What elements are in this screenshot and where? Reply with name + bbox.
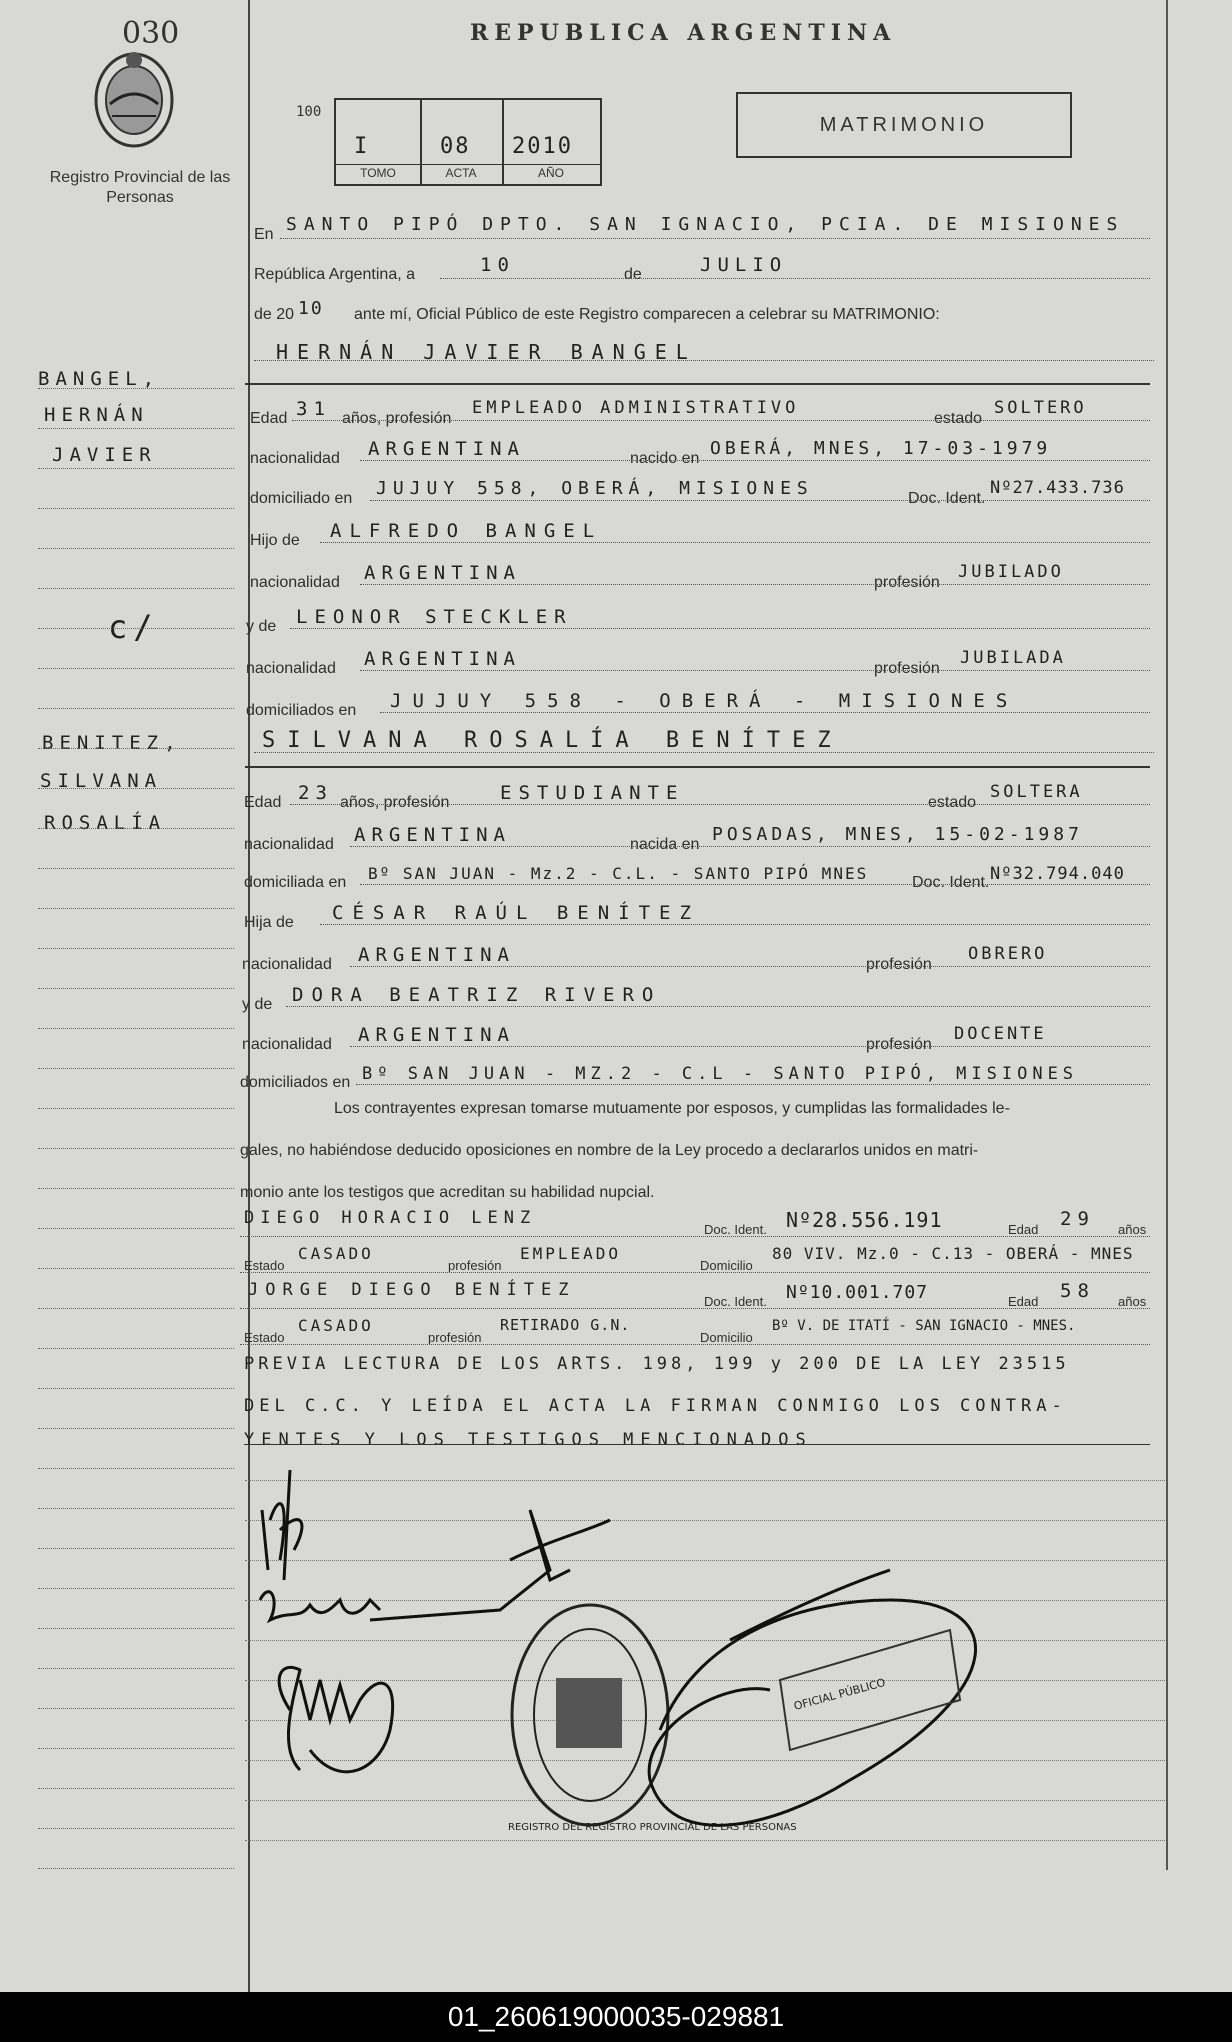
c1-doc: Nº27.433.736 — [990, 478, 1125, 498]
c1-nacimiento: OBERÁ, MNES, 17-03-1979 — [710, 438, 1052, 459]
observacion-line2: DEL C.C. Y LEÍDA EL ACTA LA FIRMAN CONMIGO LOS CONTRA- — [244, 1396, 1067, 1416]
margin-c1-line3: JAVIER — [52, 444, 157, 466]
margin-ruled-line — [38, 1708, 234, 1709]
c2-padres-domicilio: Bº SAN JUAN - MZ.2 - C.L - SANTO PIPÓ, MISIONES — [362, 1064, 1079, 1084]
margin-ruled-line — [38, 1668, 234, 1669]
c1-padre: ALFREDO BANGEL — [330, 520, 603, 542]
margin-ruled-line — [38, 1628, 234, 1629]
margin-ruled-line — [38, 1588, 234, 1589]
margin-ruled-line — [38, 1428, 234, 1429]
c2-estado-label: estado — [928, 794, 977, 811]
testigo2-prof-label: profesión — [428, 1330, 482, 1345]
c2-profesion-label: años, profesión — [340, 794, 450, 811]
c1-nacionalidad: ARGENTINA — [368, 438, 525, 460]
margin-c2-line1: BENITEZ, — [42, 732, 182, 754]
margin-ruled-line — [38, 1388, 234, 1389]
c1-edad: 31 — [296, 398, 331, 420]
registry-name: Registro Provincial de las Personas — [49, 169, 231, 206]
provincial-seal-icon — [86, 44, 182, 152]
margin-ruled-line — [38, 588, 234, 589]
c2-nombre: SILVANA ROSALÍA BENÍTEZ — [262, 728, 843, 753]
tomo-label: TOMO — [360, 166, 396, 180]
c2-nacimiento: POSADAS, MNES, 15-02-1987 — [712, 824, 1083, 845]
margin-ruled-line — [38, 1548, 234, 1549]
margin-ruled-line — [38, 388, 234, 389]
file-id-footer: 01_260619000035-029881 — [0, 1992, 1232, 2042]
c2-padre-prof-label: profesión — [866, 956, 932, 973]
margin-ruled-line — [38, 1468, 234, 1469]
testigo2-nombre: JORGE DIEGO BENÍTEZ — [248, 1280, 576, 1300]
anio-label: AÑO — [537, 166, 564, 180]
c2-nacionalidad: ARGENTINA — [354, 824, 511, 846]
testigo2-domicilio: Bº V. DE ITATÍ - SAN IGNACIO - MNES. — [772, 1318, 1076, 1334]
c2-hija-label: Hija de — [244, 914, 294, 931]
margin-ruled-line — [38, 1188, 234, 1189]
testigo1-dom-label: Domicilio — [700, 1258, 753, 1273]
testigo2-anos-label: años — [1118, 1294, 1147, 1309]
c1-profesion: EMPLEADO ADMINISTRATIVO — [472, 398, 800, 418]
c1-madre-prof-label: profesión — [874, 660, 940, 677]
margin-ruled-line — [38, 1748, 234, 1749]
stamp-registro-text: REGISTRO DEL REGISTRO PROVINCIAL DE LAS PERSONAS — [508, 1822, 797, 1833]
margin-ruled-line — [38, 708, 234, 709]
c1-doc-label: Doc. Ident. — [908, 490, 986, 507]
margin-ruled-line — [38, 668, 234, 669]
testigo2-doc: Nº10.001.707 — [786, 1282, 929, 1303]
c2-padre: CÉSAR RAÚL BENÍTEZ — [332, 902, 700, 924]
margin-separator: c/ — [108, 608, 159, 646]
c2-profesion: ESTUDIANTE — [500, 782, 685, 804]
c1-hijo-label: Hijo de — [250, 532, 300, 549]
doc-type-box: MATRIMONIO — [736, 92, 1072, 158]
margin-ruled-line — [38, 1508, 234, 1509]
c1-padre-nac-label: nacionalidad — [250, 574, 340, 591]
testigo1-domicilio: 80 VIV. Mz.0 - C.13 - OBERÁ - MNES — [772, 1244, 1134, 1263]
dia-value: 10 — [480, 254, 515, 276]
margin-ruled-line — [38, 988, 234, 989]
c2-padre-nac-label: nacionalidad — [242, 956, 332, 973]
testigo2-estado-label: Estado — [244, 1330, 285, 1345]
margin-ruled-line — [38, 1348, 234, 1349]
de-anio-prefix: de 20 — [254, 306, 295, 323]
signature-3 — [279, 1667, 393, 1771]
margin-ruled-line — [38, 788, 234, 789]
margin-ruled-line — [38, 868, 234, 869]
c2-doc: Nº32.794.040 — [990, 864, 1125, 884]
tomo-value: I — [354, 134, 370, 159]
section-divider-1 — [245, 383, 1150, 385]
section-divider-2 — [245, 766, 1150, 768]
margin-ruled-line — [38, 828, 234, 829]
stamp-oficial-text: OFICIAL PÚBLICO — [792, 1675, 887, 1713]
c2-padre-nacionalidad: ARGENTINA — [358, 944, 515, 966]
margin-c2-line2: SILVANA — [40, 770, 163, 792]
c1-madre: LEONOR STECKLER — [296, 606, 573, 628]
testigo1-anos-label: años — [1118, 1222, 1147, 1237]
republica-label: República Argentina, a — [254, 266, 415, 283]
margin-ruled-line — [38, 628, 234, 629]
declaracion-line2: gales, no habiéndose deducido oposiciones en nombre de la Ley procedo a declararlos unidos en matri- — [240, 1142, 979, 1159]
testigo2-edad-label: Edad — [1008, 1294, 1039, 1309]
c1-nacido-label: nacido en — [630, 450, 700, 467]
margin-ruled-line — [38, 428, 234, 429]
margin-c1-line2: HERNÁN — [44, 404, 149, 426]
c1-madre-profesion: JUBILADA — [960, 648, 1066, 668]
testigo1-doc-label: Doc. Ident. — [704, 1222, 767, 1237]
de-label: de — [624, 266, 642, 283]
observacion-line3: YENTES Y LOS TESTIGOS MENCIONADOS — [244, 1430, 813, 1450]
declaracion-line1: Los contrayentes expresan tomarse mutuamente por esposos, y cumplidas las formalidades le- — [334, 1100, 1010, 1117]
c2-edad-label: Edad — [244, 794, 282, 811]
testigo2-edad: 58 — [1060, 1280, 1095, 1302]
c1-padres-dom-label: domiciliados en — [246, 702, 357, 719]
margin-ruled-line — [38, 748, 234, 749]
margin-c2-line3: ROSALÍA — [44, 812, 167, 834]
declaracion-line3: monio ante los testigos que acreditan su habilidad nupcial. — [240, 1184, 655, 1201]
margin-ruled-line — [38, 1108, 234, 1109]
testigo1-estado: CASADO — [298, 1244, 374, 1263]
observacion-line1: PREVIA LECTURA DE LOS ARTS. 198, 199 y 200 DE LA LEY 23515 — [244, 1354, 1070, 1374]
c1-domicilio: JUJUY 558, OBERÁ, MISIONES — [376, 478, 814, 499]
c1-padre-profesion: JUBILADO — [958, 562, 1064, 582]
c2-y-de-label: y de — [242, 996, 273, 1013]
c1-nombre: HERNÁN JAVIER BANGEL — [276, 340, 697, 364]
margin-ruled-line — [38, 948, 234, 949]
c1-estado: SOLTERO — [994, 398, 1087, 418]
c2-madre: DORA BEATRIZ RIVERO — [292, 984, 662, 1006]
c2-madre-nac-label: nacionalidad — [242, 1036, 332, 1053]
c1-padres-domicilio: JUJUY 558 - OBERÁ - MISIONES — [390, 690, 1019, 712]
margin-ruled-line — [38, 1068, 234, 1069]
c2-madre-prof-label: profesión — [866, 1036, 932, 1053]
testigo1-profesion: EMPLEADO — [520, 1244, 622, 1263]
testigo1-doc: Nº28.556.191 — [786, 1208, 943, 1232]
testigo1-edad-label: Edad — [1008, 1222, 1039, 1237]
c2-madre-nacionalidad: ARGENTINA — [358, 1024, 515, 1046]
acta-value: 08 — [440, 134, 471, 159]
margin-ruled-line — [38, 548, 234, 549]
margin-ruled-line — [38, 1308, 234, 1309]
testigo2-profesion: RETIRADO G.N. — [500, 1316, 631, 1334]
c2-nacionalidad-label: nacionalidad — [244, 836, 334, 853]
c1-estado-label: estado — [934, 410, 983, 427]
margin-ruled-line — [38, 1868, 234, 1869]
c2-edad: 23 — [298, 782, 333, 804]
c1-madre-nac-label: nacionalidad — [246, 660, 336, 677]
c1-padre-nacionalidad: ARGENTINA — [364, 562, 521, 584]
margin-ruled-line — [38, 908, 234, 909]
country-title: REPUBLICA ARGENTINA — [470, 20, 897, 46]
c2-padres-dom-label: domiciliados en — [240, 1074, 351, 1091]
tomo-acta-anio-box — [334, 98, 602, 186]
en-label: En — [254, 226, 274, 243]
margin-ruled-line — [38, 1828, 234, 1829]
c2-estado: SOLTERA — [990, 782, 1083, 802]
anio-value: 2010 — [512, 134, 573, 159]
testigo1-prof-label: profesión — [448, 1258, 502, 1273]
c2-domicilio-label: domiciliada en — [244, 874, 347, 891]
c1-profesion-label: años, profesión — [342, 410, 452, 427]
margin-ruled-line — [38, 1148, 234, 1149]
signatures-area — [250, 1450, 1170, 1880]
folio-number: 030 — [122, 16, 180, 51]
margin-c1-line1: BANGEL, — [38, 368, 161, 390]
stamp-registro — [512, 1605, 668, 1825]
margin-ruled-line — [38, 1028, 234, 1029]
c1-padre-prof-label: profesión — [874, 574, 940, 591]
margin-ruled-line — [38, 508, 234, 509]
margin-ruled-line — [38, 1228, 234, 1229]
corner-mark: 100 — [296, 104, 322, 120]
c2-padre-profesion: OBRERO — [968, 944, 1048, 964]
margin-ruled-line — [38, 1788, 234, 1789]
testigo2-estado: CASADO — [298, 1316, 374, 1335]
c1-nacionalidad-label: nacionalidad — [250, 450, 340, 467]
mes-value: JULIO — [700, 254, 788, 276]
signature-1 — [262, 1470, 302, 1580]
signature-2 — [260, 1510, 610, 1620]
c1-y-de-label: y de — [246, 618, 277, 635]
acta-label: ACTA — [445, 166, 477, 180]
testigo1-estado-label: Estado — [244, 1258, 285, 1273]
c2-nacida-label: nacida en — [630, 836, 700, 853]
c2-domicilio: Bº SAN JUAN - Mz.2 - C.L. - SANTO PIPÓ MNES — [368, 864, 869, 883]
margin-ruled-line — [38, 1268, 234, 1269]
comparecen-text: ante mí, Oficial Público de este Registro comparecen a celebrar su MATRIMONIO: — [354, 306, 940, 323]
c1-madre-nacionalidad: ARGENTINA — [364, 648, 521, 670]
c2-doc-label: Doc. Ident. — [912, 874, 990, 891]
c1-domicilio-label: domiciliado en — [250, 490, 353, 507]
c1-edad-label: Edad — [250, 410, 288, 427]
testigo1-edad: 29 — [1060, 1208, 1095, 1230]
anio-suffix: 10 — [298, 298, 324, 319]
testigo2-doc-label: Doc. Ident. — [704, 1294, 767, 1309]
testigo1-nombre: DIEGO HORACIO LENZ — [244, 1208, 537, 1228]
margin-ruled-line — [38, 468, 234, 469]
c2-madre-profesion: DOCENTE — [954, 1024, 1047, 1044]
lugar-value: SANTO PIPÓ DPTO. SAN IGNACIO, PCIA. DE MISIONES — [286, 214, 1125, 235]
testigo2-dom-label: Domicilio — [700, 1330, 753, 1345]
